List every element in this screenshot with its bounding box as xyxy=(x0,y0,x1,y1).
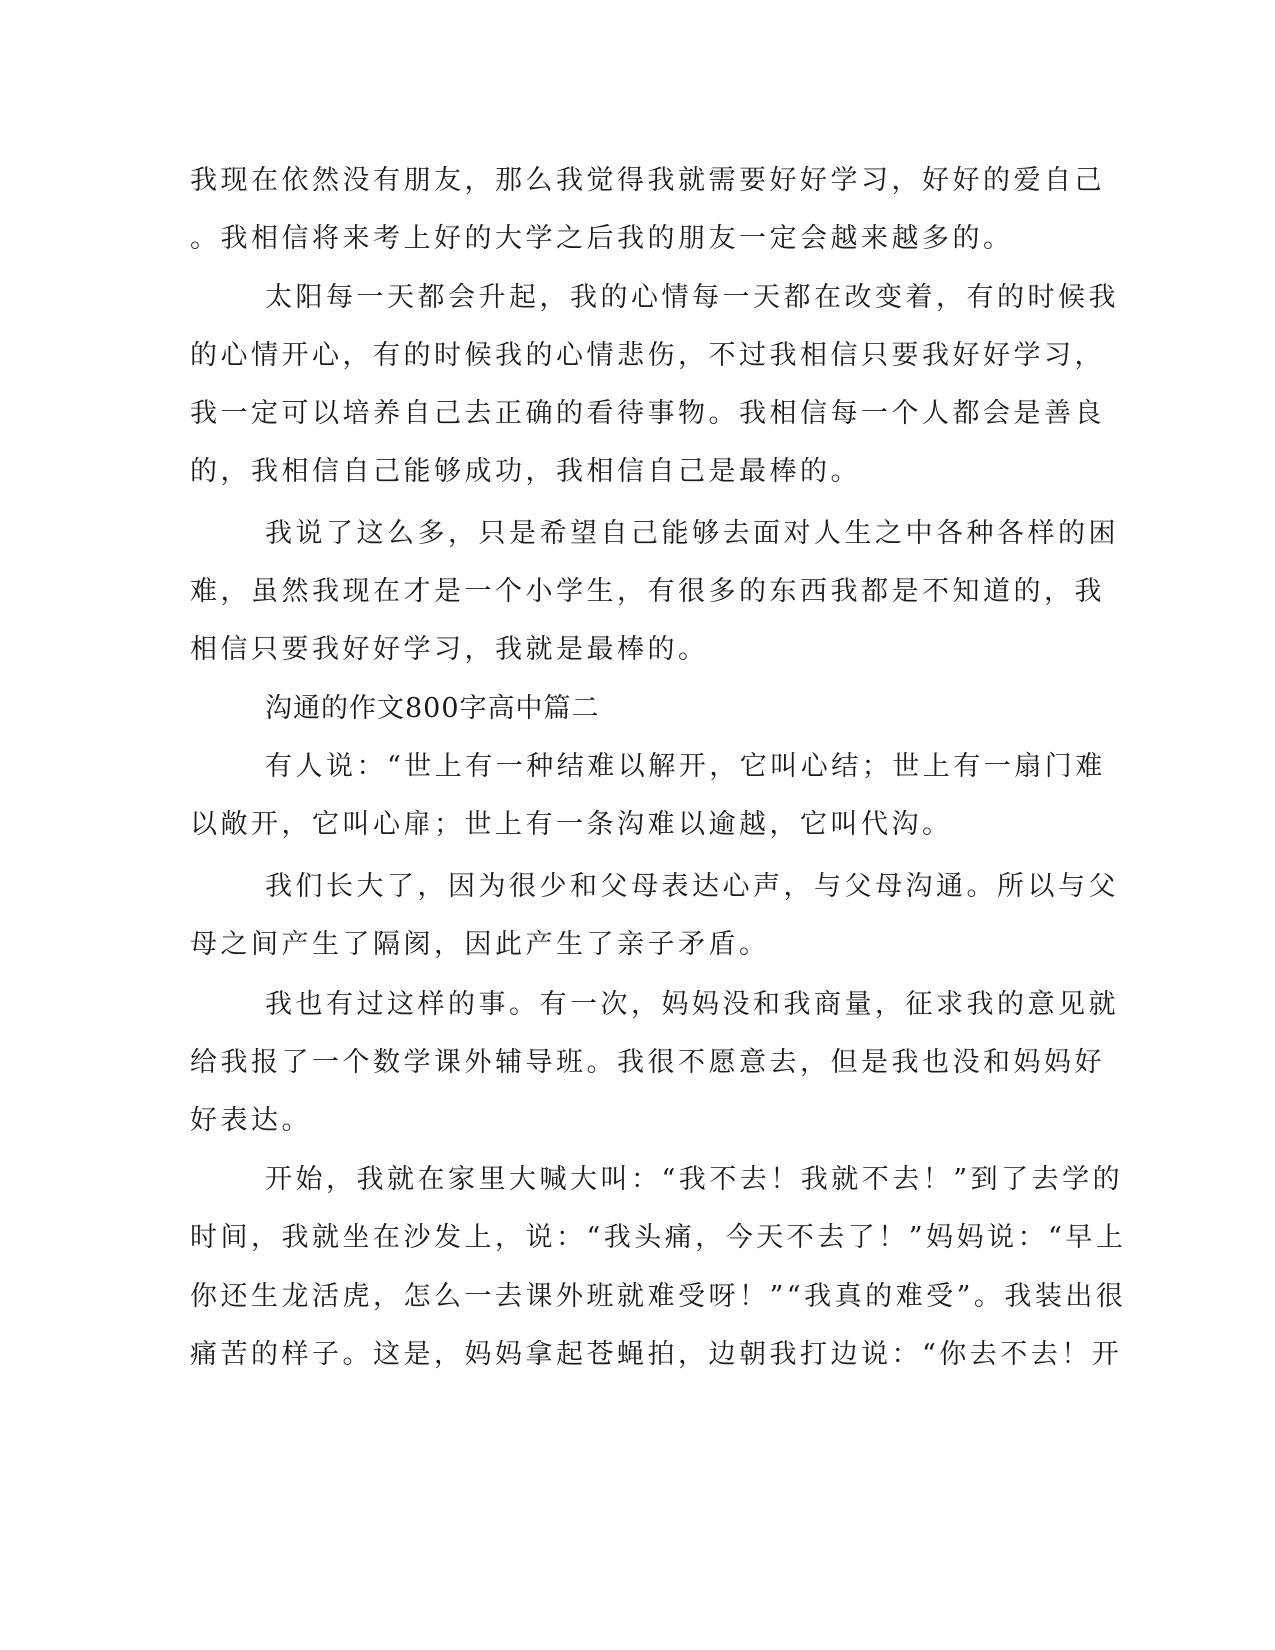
paragraph-first-line: 有人说：“世上有一种结难以解开，它叫心结；世上有一扇门难 xyxy=(265,751,1106,782)
text-line: 你还生龙活虎，怎么一去课外班就难受呀！”“我真的难受”。我装出很 xyxy=(190,1281,1127,1312)
paragraph-first-line: 我们长大了，因为很少和父母表达心声，与父母沟通。所以与父 xyxy=(265,871,1119,902)
text-line: 母之间产生了隔阂，因此产生了亲子矛盾。 xyxy=(190,929,770,960)
paragraph-first-line: 开始，我就在家里大喊大叫：“我不去！我就不去！”到了去学的 xyxy=(265,1164,1124,1195)
text-line: 好表达。 xyxy=(190,1105,312,1136)
text-line: 给我报了一个数学课外辅导班。我很不愿意去，但是我也没和妈妈好 xyxy=(190,1047,1105,1078)
paragraph-first-line: 我也有过这样的事。有一次，妈妈没和我商量，征求我的意见就 xyxy=(265,989,1119,1020)
text-line: 。我相信将来考上好的大学之后我的朋友一定会越来越多的。 xyxy=(190,223,1014,254)
paragraph-first-line: 我说了这么多，只是希望自己能够去面对人生之中各种各样的困 xyxy=(265,518,1119,549)
text-line: 时间，我就坐在沙发上，说：“我头痛，今天不去了！”妈妈说：“早上 xyxy=(190,1222,1127,1253)
text-line: 相信只要我好好学习，我就是最棒的。 xyxy=(190,634,709,665)
text-line: 痛苦的样子。这是，妈妈拿起苍蝇拍，边朝我打边说：“你去不去！开 xyxy=(190,1339,1123,1370)
text-line: 的心情开心，有的时候我的心情悲伤，不过我相信只要我好好学习， xyxy=(190,340,1105,371)
text-line: 的，我相信自己能够成功，我相信自己是最棒的。 xyxy=(190,456,861,487)
text-line: 我一定可以培养自己去正确的看待事物。我相信每一个人都会是善良 xyxy=(190,398,1105,429)
section-heading: 沟通的作文800字高中篇二 xyxy=(265,693,600,724)
paragraph-first-line: 太阳每一天都会升起，我的心情每一天都在改变着，有的时候我 xyxy=(265,282,1119,313)
text-line: 以敞开，它叫心扉；世上有一条沟难以逾越，它叫代沟。 xyxy=(190,809,953,840)
text-line: 难，虽然我现在才是一个小学生，有很多的东西我都是不知道的，我 xyxy=(190,576,1105,607)
text-line: 我现在依然没有朋友，那么我觉得我就需要好好学习，好好的爱自己 xyxy=(190,165,1105,196)
